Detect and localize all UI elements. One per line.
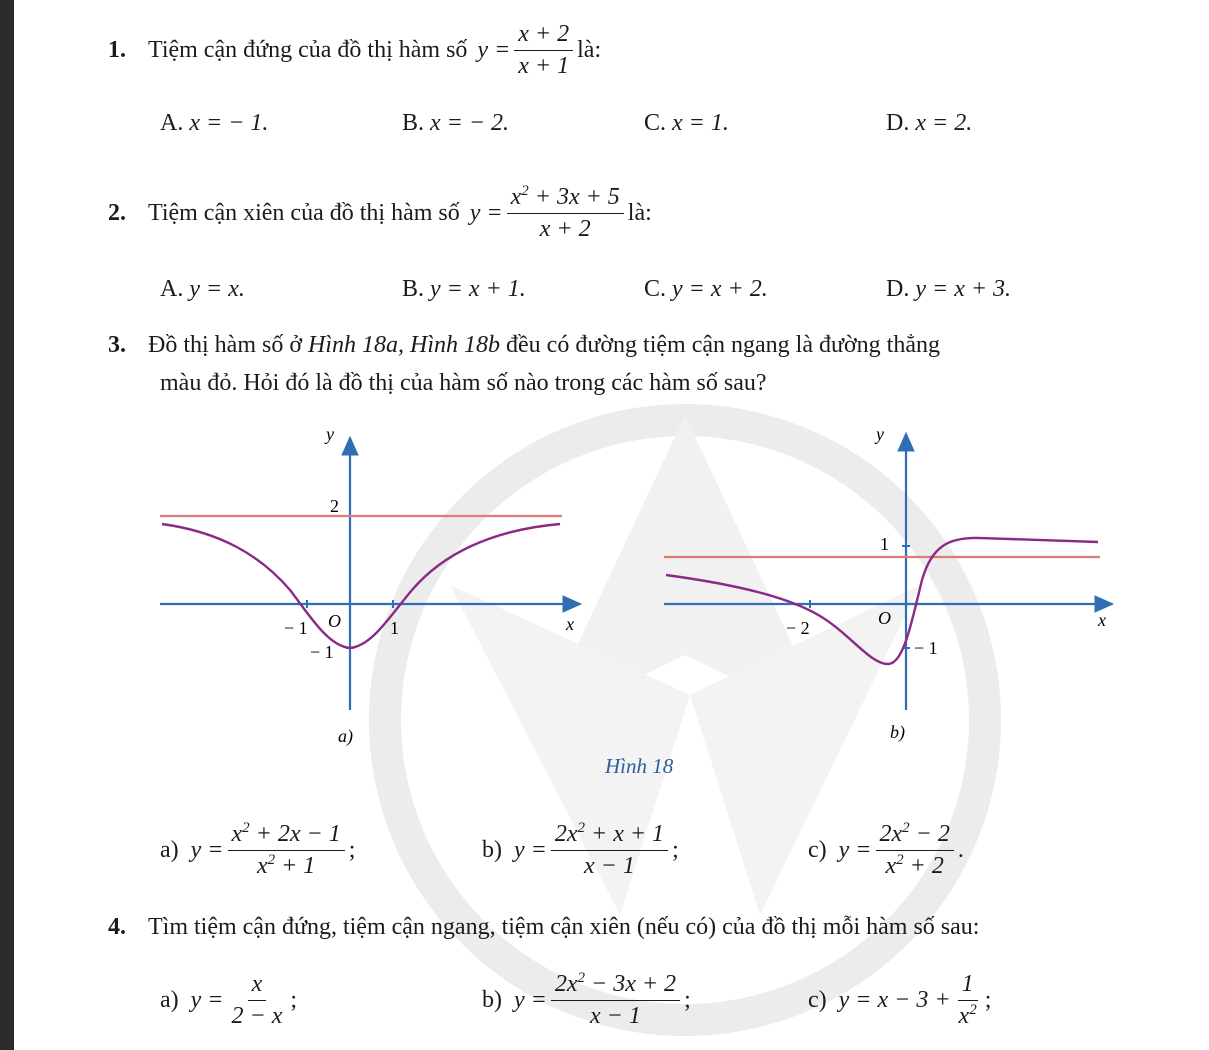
fraction [514,22,573,79]
question-tail: là: [627,200,652,227]
tick-label: − 1 [284,618,308,638]
left-edge-bar [0,0,14,1050]
x-axis-label: x [566,614,574,634]
question-text: Tiệm cận đứng của đồ thị hàm số [148,37,468,64]
option-value: y = x + 1. [430,276,526,302]
denominator: x + 1 [518,53,570,80]
choice-b: b) y = $\frac{2x^2 + x + 1}{x - 1}$ ; [482,820,679,880]
figure-caption: Hình 18 [605,754,674,778]
answer-option[interactable] [886,110,972,137]
function-curve [162,524,560,648]
tick-label: − 2 [786,618,810,638]
denominator: x + 2 [539,216,591,243]
equation-lhs: y = [469,200,503,227]
question-text: Đồ thị hàm số ở Hình 18a, Hình 18b đều có đường tiệm cận ngang là đường thẳng [148,332,940,358]
option-value: x = − 2. [430,110,510,136]
answer-option[interactable] [160,110,268,137]
denominator: $x^2$ [958,1002,977,1030]
option-label: C. [644,110,667,136]
choice-c: c) y = $\frac{2x^2 - 2}{x^2 + 2}$ . [808,820,964,880]
tick-label: 1 [880,534,889,554]
fraction [507,185,624,242]
question-number: 2. [108,200,126,227]
numerator: $2x^2 - 3x + 2$ [551,972,680,1001]
denominator: $x^2 + 1$ [256,852,316,880]
choice-label: a) [160,837,179,864]
y-axis-label: y [326,424,334,444]
question-number: 4. [108,914,126,940]
numerator: x + 2 [514,22,573,51]
tick-label: 2 [330,496,339,516]
q4-part-b: b) y = $\frac{2x^2 - 3x + 2}{x - 1}$ ; [482,970,691,1030]
numerator: $x^2 + 2x - 1$ [228,822,345,851]
numerator: x [248,972,267,1001]
fraction [876,822,954,879]
option-value: y = x + 3. [915,276,1012,302]
option-label: D. [886,110,910,136]
graph-a [150,420,590,760]
answer-option[interactable] [644,276,768,303]
q4-part-c: c) y = x − 3 + $\frac{1}{x^2}$ ; [808,971,992,1030]
option-value: y = x. [189,276,245,302]
choice-label: b) [482,837,502,864]
fraction [228,822,345,879]
question-1 [108,22,601,79]
graph-label: a) [338,726,353,746]
equation-lhs: y = x − 3 + [838,987,951,1014]
equation-lhs: y = [514,837,547,864]
option-value: y = x + 2. [672,276,768,302]
choice-a: a) y = $\frac{x^2 + 2x - 1}{x^2 + 1}$ ; [160,820,356,880]
equation-lhs: y = [477,37,511,64]
tick-label: 1 [390,618,399,638]
fraction [551,822,668,879]
tick-label: − 1 [310,642,334,662]
numerator: $x^2 + 3x + 5$ [507,185,624,214]
question-2 [108,185,652,242]
question-number: 1. [108,37,126,64]
question-tail: là: [577,37,602,64]
equation-lhs: y = [838,837,872,864]
answer-option[interactable] [402,110,509,137]
choice-label: c) [808,837,827,864]
question-3 [108,332,940,359]
numerator: 1 [958,972,978,1001]
option-label: C. [644,276,667,302]
denominator: x − 1 [584,853,635,880]
question-number: 3. [108,332,126,358]
numerator: $2x^2 + x + 1$ [551,822,668,851]
question-text: Tìm tiệm cận đứng, tiệm cận ngang, tiệm cận xiên (nếu có) của đồ thị mỗi hàm số sau: [148,914,980,940]
q4-part-a: a) y = $\frac{x}{2 - x}$ ; [160,971,298,1030]
fraction [228,972,287,1029]
question-4 [108,914,979,941]
graph-label: b) [890,722,905,742]
graph-b [660,420,1120,750]
option-label: B. [402,110,425,136]
option-value: x = − 1. [189,110,269,136]
denominator: x − 1 [590,1003,641,1030]
question-text-line2: màu đỏ. Hỏi đó là đồ thị của hàm số nào trong các hàm số sau? [160,370,767,396]
equation-lhs: y = [190,987,224,1014]
option-label: A. [160,276,184,302]
denominator: $x^2 + 2$ [885,852,944,880]
x-axis-label: x [1098,610,1106,630]
origin-label: O [878,608,891,628]
numerator: $2x^2 - 2$ [876,822,954,851]
option-value: x = 2. [915,110,973,136]
y-axis-label: y [876,424,884,444]
fraction [955,972,981,1029]
option-label: A. [160,110,184,136]
equation-lhs: y = [190,837,224,864]
answer-option[interactable] [644,110,729,137]
equation-lhs: y = [514,987,547,1014]
origin-label: O [328,611,341,631]
answer-option[interactable] [886,276,1011,303]
part-label: a) [160,987,179,1014]
part-label: b) [482,987,502,1014]
tick-label: − 1 [914,638,938,658]
part-label: c) [808,987,827,1014]
option-label: D. [886,276,910,302]
question-text: Tiệm cận xiên của đồ thị hàm số [148,200,460,227]
option-label: B. [402,276,425,302]
fraction [551,972,680,1029]
answer-option[interactable] [402,276,526,303]
denominator: 2 − x [231,1003,283,1030]
answer-option[interactable] [160,276,245,303]
option-value: x = 1. [672,110,729,136]
